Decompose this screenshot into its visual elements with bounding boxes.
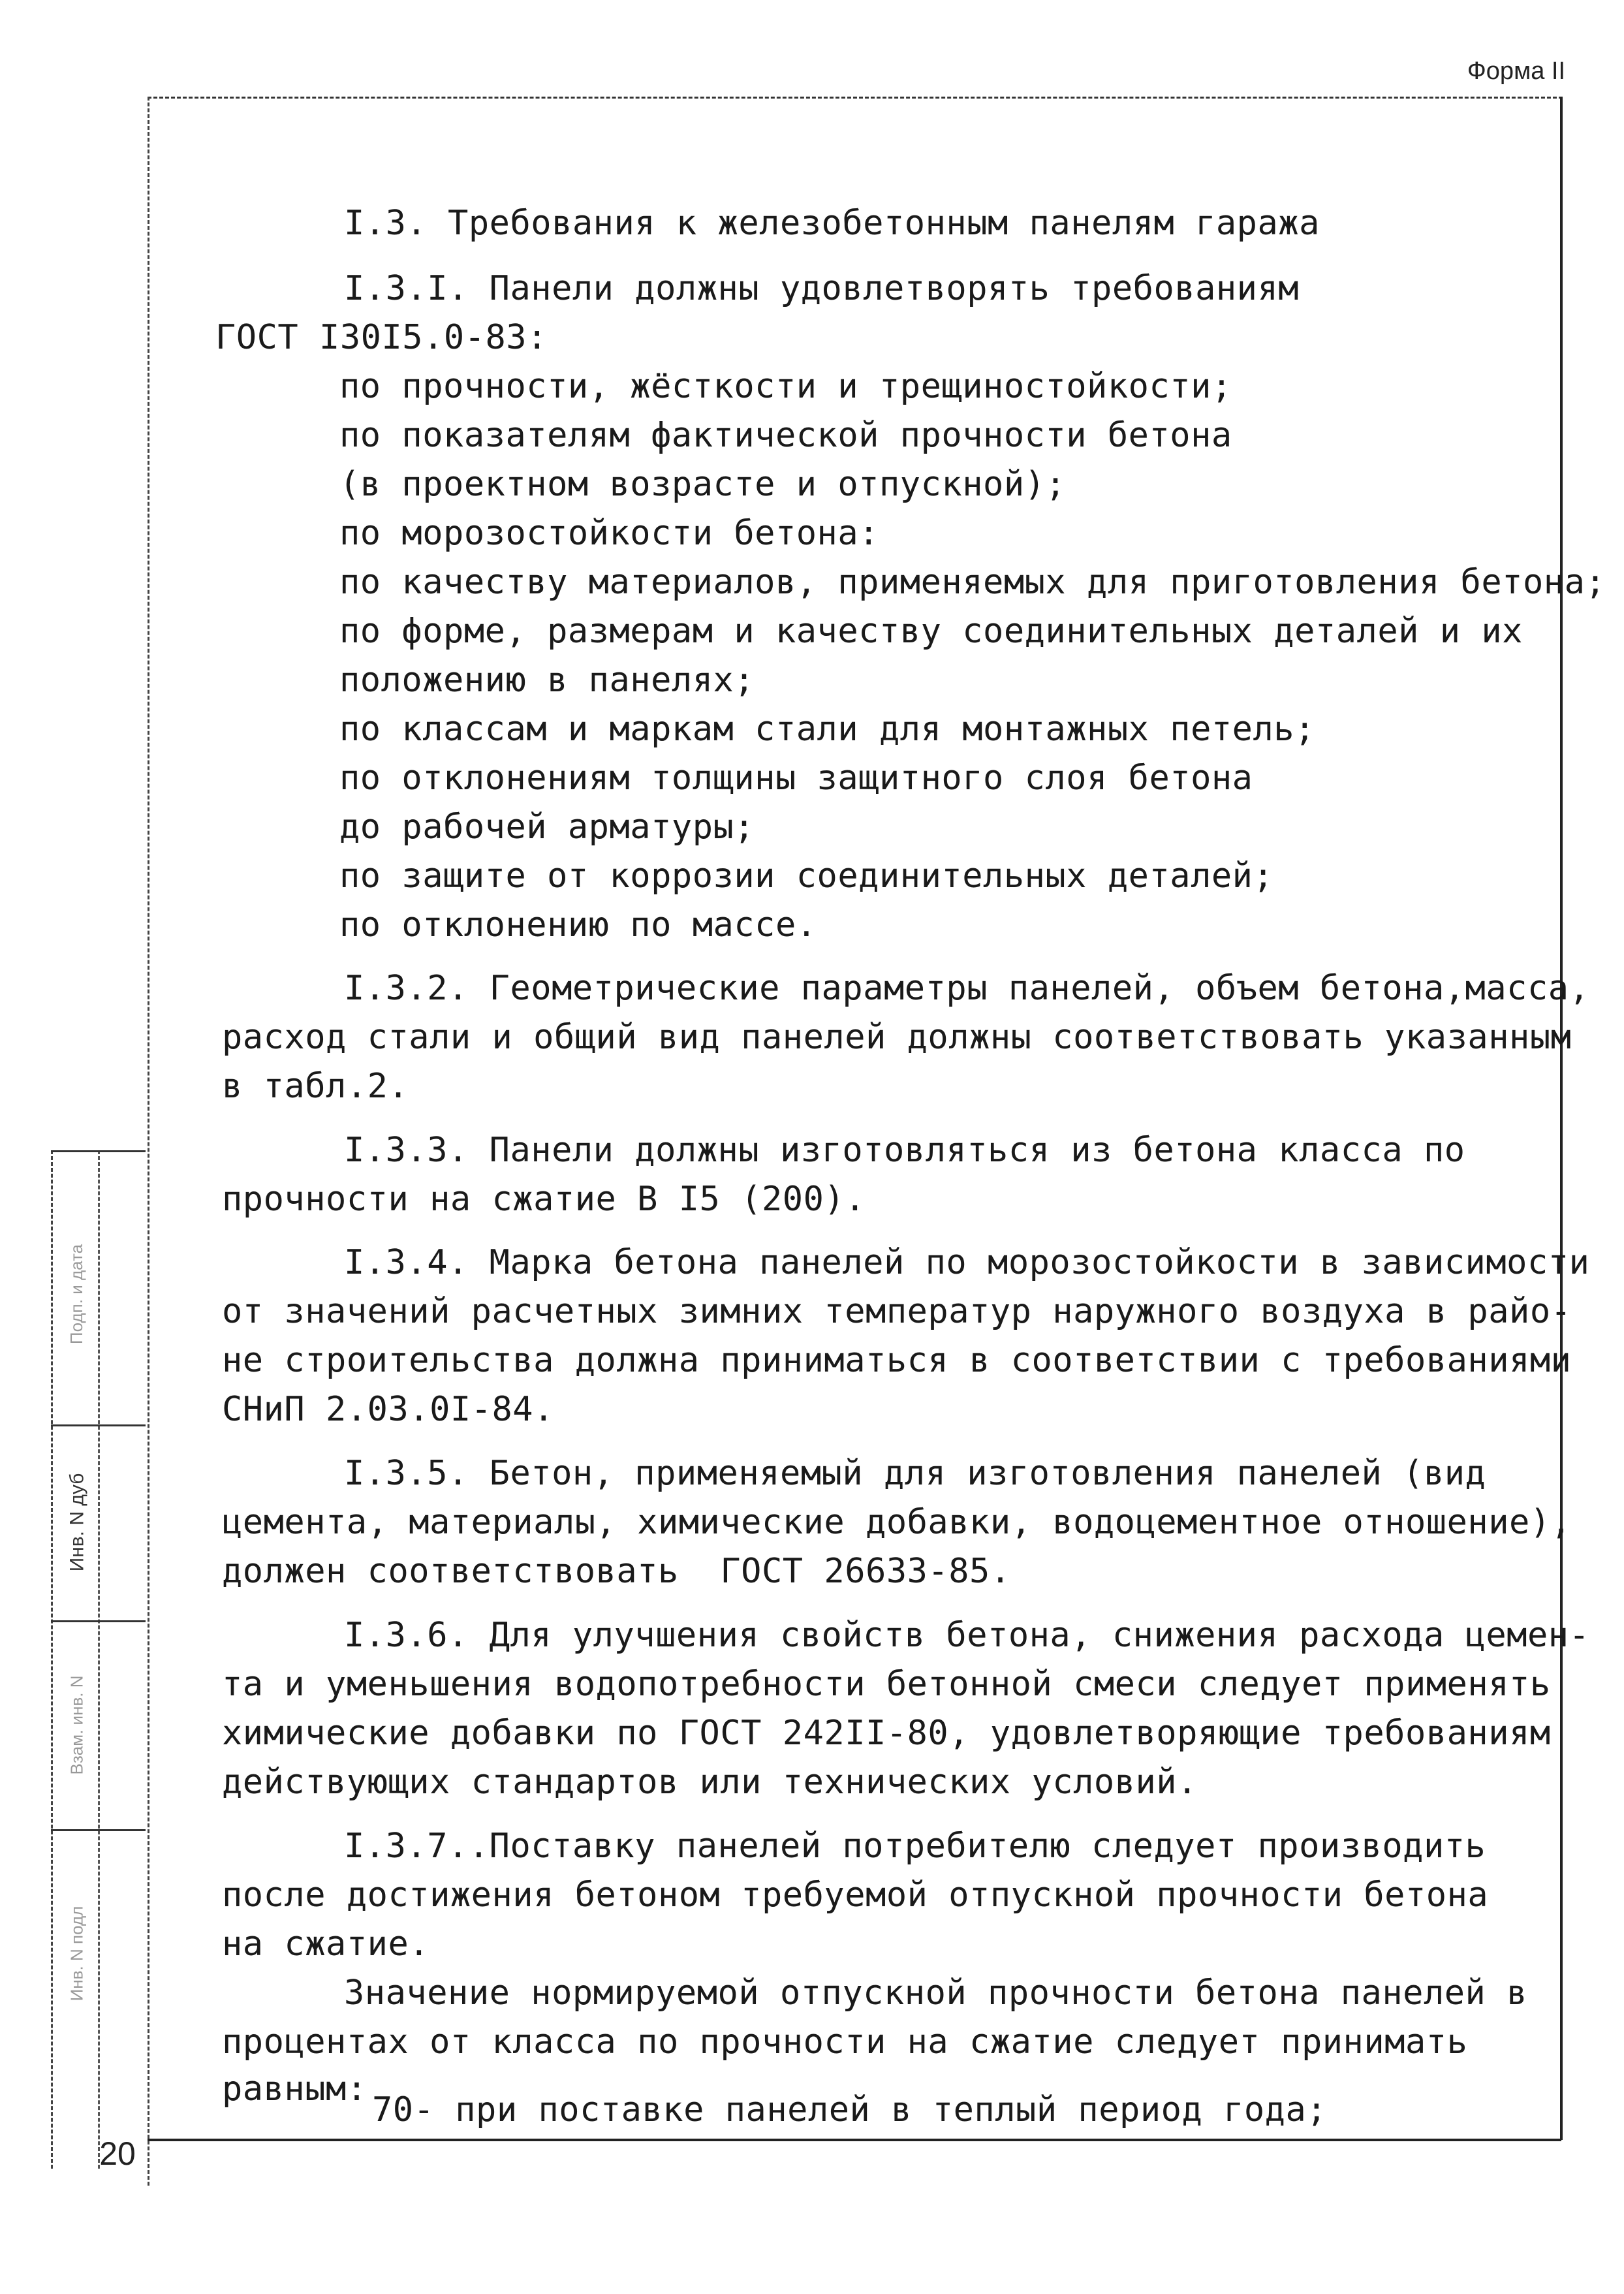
list-item: по показателям фактической прочности бетона	[339, 416, 1232, 455]
paragraph-line: I.3.4. Марка бетона панелей по морозостойкости в зависимости	[344, 1243, 1590, 1282]
list-item: по отклонениям толщины защитного слоя бетона	[339, 759, 1253, 798]
list-item: положению в панелях;	[339, 661, 755, 700]
stamp-label: Инв. N дуб	[66, 1473, 88, 1572]
list-item: по отклонению по массе.	[339, 905, 817, 945]
list-item: по прочности, жёсткости и трещиностойкости;	[339, 367, 1232, 406]
paragraph-line: СНиП 2.03.0I-84.	[222, 1390, 554, 1429]
paragraph-line: 70- при поставке панелей в теплый период года;	[372, 2090, 1328, 2129]
paragraph-line: ГОСТ I30I5.0-83:	[215, 318, 548, 357]
list-item: по форме, размерам и качеству соединительных деталей и их	[339, 612, 1523, 651]
paragraph-line: I.3.2. Геометрические параметры панелей, объем бетона,масса,	[344, 969, 1590, 1008]
list-item: до рабочей арматуры;	[339, 808, 755, 847]
paragraph-line: на сжатие.	[222, 1925, 430, 1964]
list-item: по классам и маркам стали для монтажных петель;	[339, 710, 1315, 749]
paragraph-line: не строительства должна приниматься в соответствии с требованиями	[222, 1341, 1572, 1380]
paragraph-line: от значений расчетных зимних температур наружного воздуха в райо-	[222, 1292, 1572, 1331]
form-label: Форма II	[1467, 57, 1565, 85]
list-item: по морозостойкости бетона:	[339, 514, 879, 553]
paragraph-line: цемента, материалы, химические добавки, водоцементное отношение),	[222, 1503, 1572, 1542]
paragraph-line: I.3.5. Бетон, применяемый для изготовления панелей (вид	[344, 1454, 1486, 1493]
paragraph-line: равным:	[222, 2069, 367, 2109]
paragraph-line: I.3.3. Панели должны изготовляться из бетона класса по	[344, 1131, 1465, 1170]
paragraph-line: должен соответствовать ГОСТ 26633-85.	[222, 1552, 1011, 1591]
stamp-label: Инв. N подл	[67, 1906, 87, 2001]
paragraph-line: расход стали и общий вид панелей должны соответствовать указанным	[222, 1018, 1572, 1057]
paragraph-line: после достижения бетоном требуемой отпускной прочности бетона	[222, 1876, 1489, 1915]
page-number: 20	[99, 2135, 136, 2172]
paragraph-line: в табл.2.	[222, 1067, 409, 1106]
list-item: (в проектном возрасте и отпускной);	[339, 465, 1067, 504]
paragraph-line: та и уменьшения водопотребности бетонной смеси следует применять	[222, 1665, 1551, 1704]
stamp-label: Подп. и дата	[67, 1244, 87, 1344]
paragraph-line: действующих стандартов или технических условий.	[222, 1763, 1198, 1802]
paragraph-line: I.3.6. Для улучшения свойств бетона, снижения расхода цемен-	[344, 1616, 1590, 1655]
paragraph-line: химические добавки по ГОСТ 242II-80, удовлетворяющие требованиям	[222, 1714, 1551, 1753]
paragraph-line: прочности на сжатие В I5 (200).	[222, 1180, 866, 1219]
paragraph-line: I.3.I. Панели должны удовлетворять требованиям	[344, 269, 1300, 308]
paragraph-line: процентах от класса по прочности на сжатие следует принимать	[222, 2022, 1468, 2062]
stamp-label: Взам. инв. N	[67, 1675, 87, 1774]
paragraph-line: Значение нормируемой отпускной прочности бетона панелей в	[344, 1973, 1527, 2013]
paragraph-line: I.3.7..Поставку панелей потребителю следует производить	[344, 1827, 1486, 1866]
list-item: по защите от коррозии соединительных деталей;	[339, 856, 1274, 896]
list-item: по качеству материалов, применяемых для приготовления бетона;	[339, 563, 1606, 602]
section-heading: I.3. Требования к железобетонным панелям гаража	[344, 204, 1320, 243]
